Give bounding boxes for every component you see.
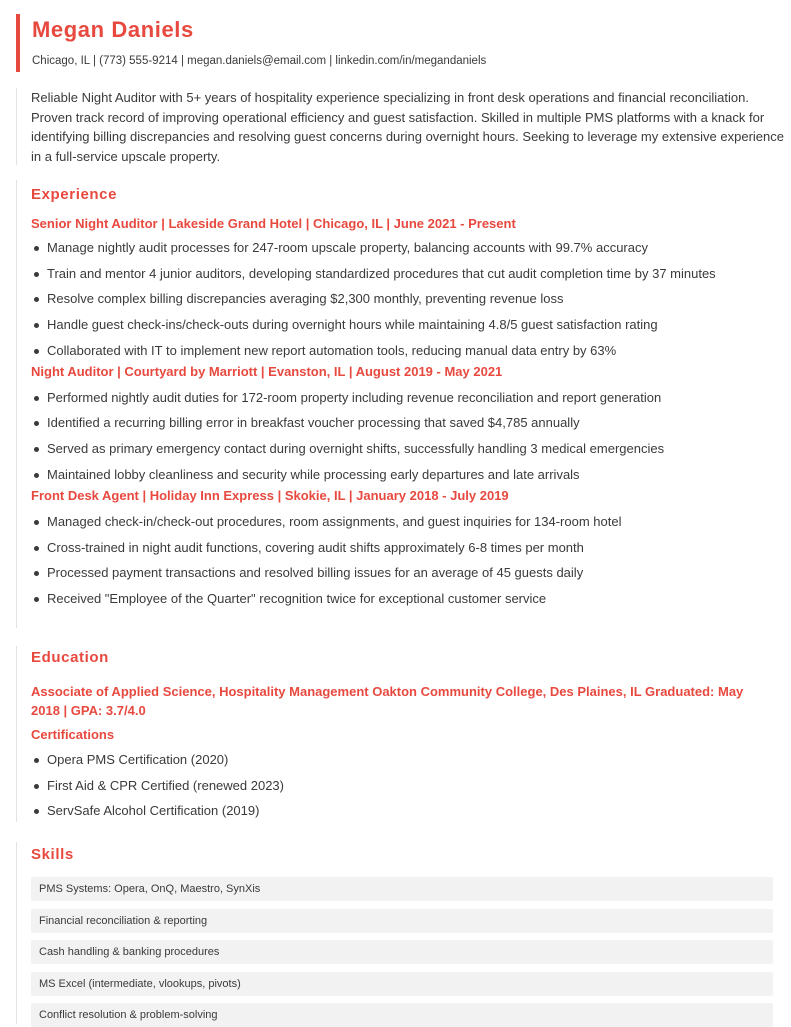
contact-info: Chicago, IL | (773) 555-9214 | megan.daniels@email.com | linkedin.com/in/megandaniels <box>32 55 487 67</box>
list-item: Collaborated with IT to implement new report automation tools, reducing manual data entry by 63% <box>31 342 789 361</box>
job-bullets <box>31 239 789 361</box>
education-heading: Education <box>31 649 109 666</box>
skills-section <box>16 842 789 1024</box>
experience-section <box>16 180 789 628</box>
skill-item: Conflict resolution & problem-solving <box>31 1003 773 1027</box>
skills-heading: Skills <box>31 846 74 863</box>
job-bullets <box>31 389 789 485</box>
job-heading: Senior Night Auditor | Lakeside Grand Hotel | Chicago, IL | June 2021 - Present <box>31 216 516 231</box>
list-item: Managed check-in/check-out procedures, room assignments, and guest inquiries for 134-room hotel <box>31 513 789 539</box>
summary-section <box>16 88 789 165</box>
skill-item: MS Excel (intermediate, vlookups, pivots) <box>31 972 773 996</box>
list-item: Cross-trained in night audit functions, covering audit shifts approximately 6-8 times per month <box>31 539 789 565</box>
resume-header <box>16 14 772 72</box>
list-item: Performed nightly audit duties for 172-room property including revenue reconciliation and report generation <box>31 389 789 415</box>
list-item: ServSafe Alcohol Certification (2019) <box>31 802 789 828</box>
summary-text: Reliable Night Auditor with 5+ years of hospitality experience specializing in front desk operations and financial reconciliation. Proven track record of improving operational efficiency and guest satisfaction. Skilled in multiple PMS platforms with a knack for identifying billing discrepancies and resolving guest concerns during overnight hours. Seeking to leverage my extensive experience in a full-service upscale property. <box>31 90 784 164</box>
skill-item: Financial reconciliation & reporting <box>31 909 773 933</box>
skill-item: PMS Systems: Opera, OnQ, Maestro, SynXis <box>31 877 773 901</box>
list-item: Train and mentor 4 junior auditors, developing standardized procedures that cut audit completion time by 37 minutes <box>31 265 789 291</box>
skill-item: Cash handling & banking procedures <box>31 940 773 964</box>
list-item: Processed payment transactions and resolved billing issues for an average of 45 guests daily <box>31 564 789 590</box>
list-item: Handle guest check-ins/check-outs during overnight hours while maintaining 4.8/5 guest satisfaction rating <box>31 316 789 342</box>
experience-heading: Experience <box>31 186 118 203</box>
list-item: Served as primary emergency contact during overnight shifts, successfully handling 3 medical emergencies <box>31 440 789 466</box>
list-item: Manage nightly audit processes for 247-room upscale property, balancing accounts with 99.7% accuracy <box>31 239 789 265</box>
degree-info: Associate of Applied Science, Hospitality Management Oakton Community College, Des Plaines, IL Graduated: May 2018 | GPA: 3.7/4.0 <box>31 684 744 718</box>
job-heading: Night Auditor | Courtyard by Marriott | Evanston, IL | August 2019 - May 2021 <box>31 363 503 379</box>
list-item: Received "Employee of the Quarter" recognition twice for exceptional customer service <box>31 590 789 616</box>
list-item: Maintained lobby cleanliness and security while processing early departures and late arrivals <box>31 466 789 485</box>
candidate-name: Megan Daniels <box>32 17 194 42</box>
certifications-list <box>31 751 789 828</box>
list-item: Opera PMS Certification (2020) <box>31 751 789 777</box>
job-heading: Front Desk Agent | Holiday Inn Express | Skokie, IL | January 2018 - July 2019 <box>31 487 509 503</box>
job-bullets <box>31 513 789 616</box>
list-item: First Aid & CPR Certified (renewed 2023) <box>31 777 789 803</box>
list-item: Identified a recurring billing error in breakfast voucher processing that saved $4,785 annually <box>31 414 789 440</box>
list-item: Resolve complex billing discrepancies averaging $2,300 monthly, preventing revenue loss <box>31 290 789 316</box>
certifications-heading: Certifications <box>31 727 115 742</box>
education-section <box>16 646 789 822</box>
